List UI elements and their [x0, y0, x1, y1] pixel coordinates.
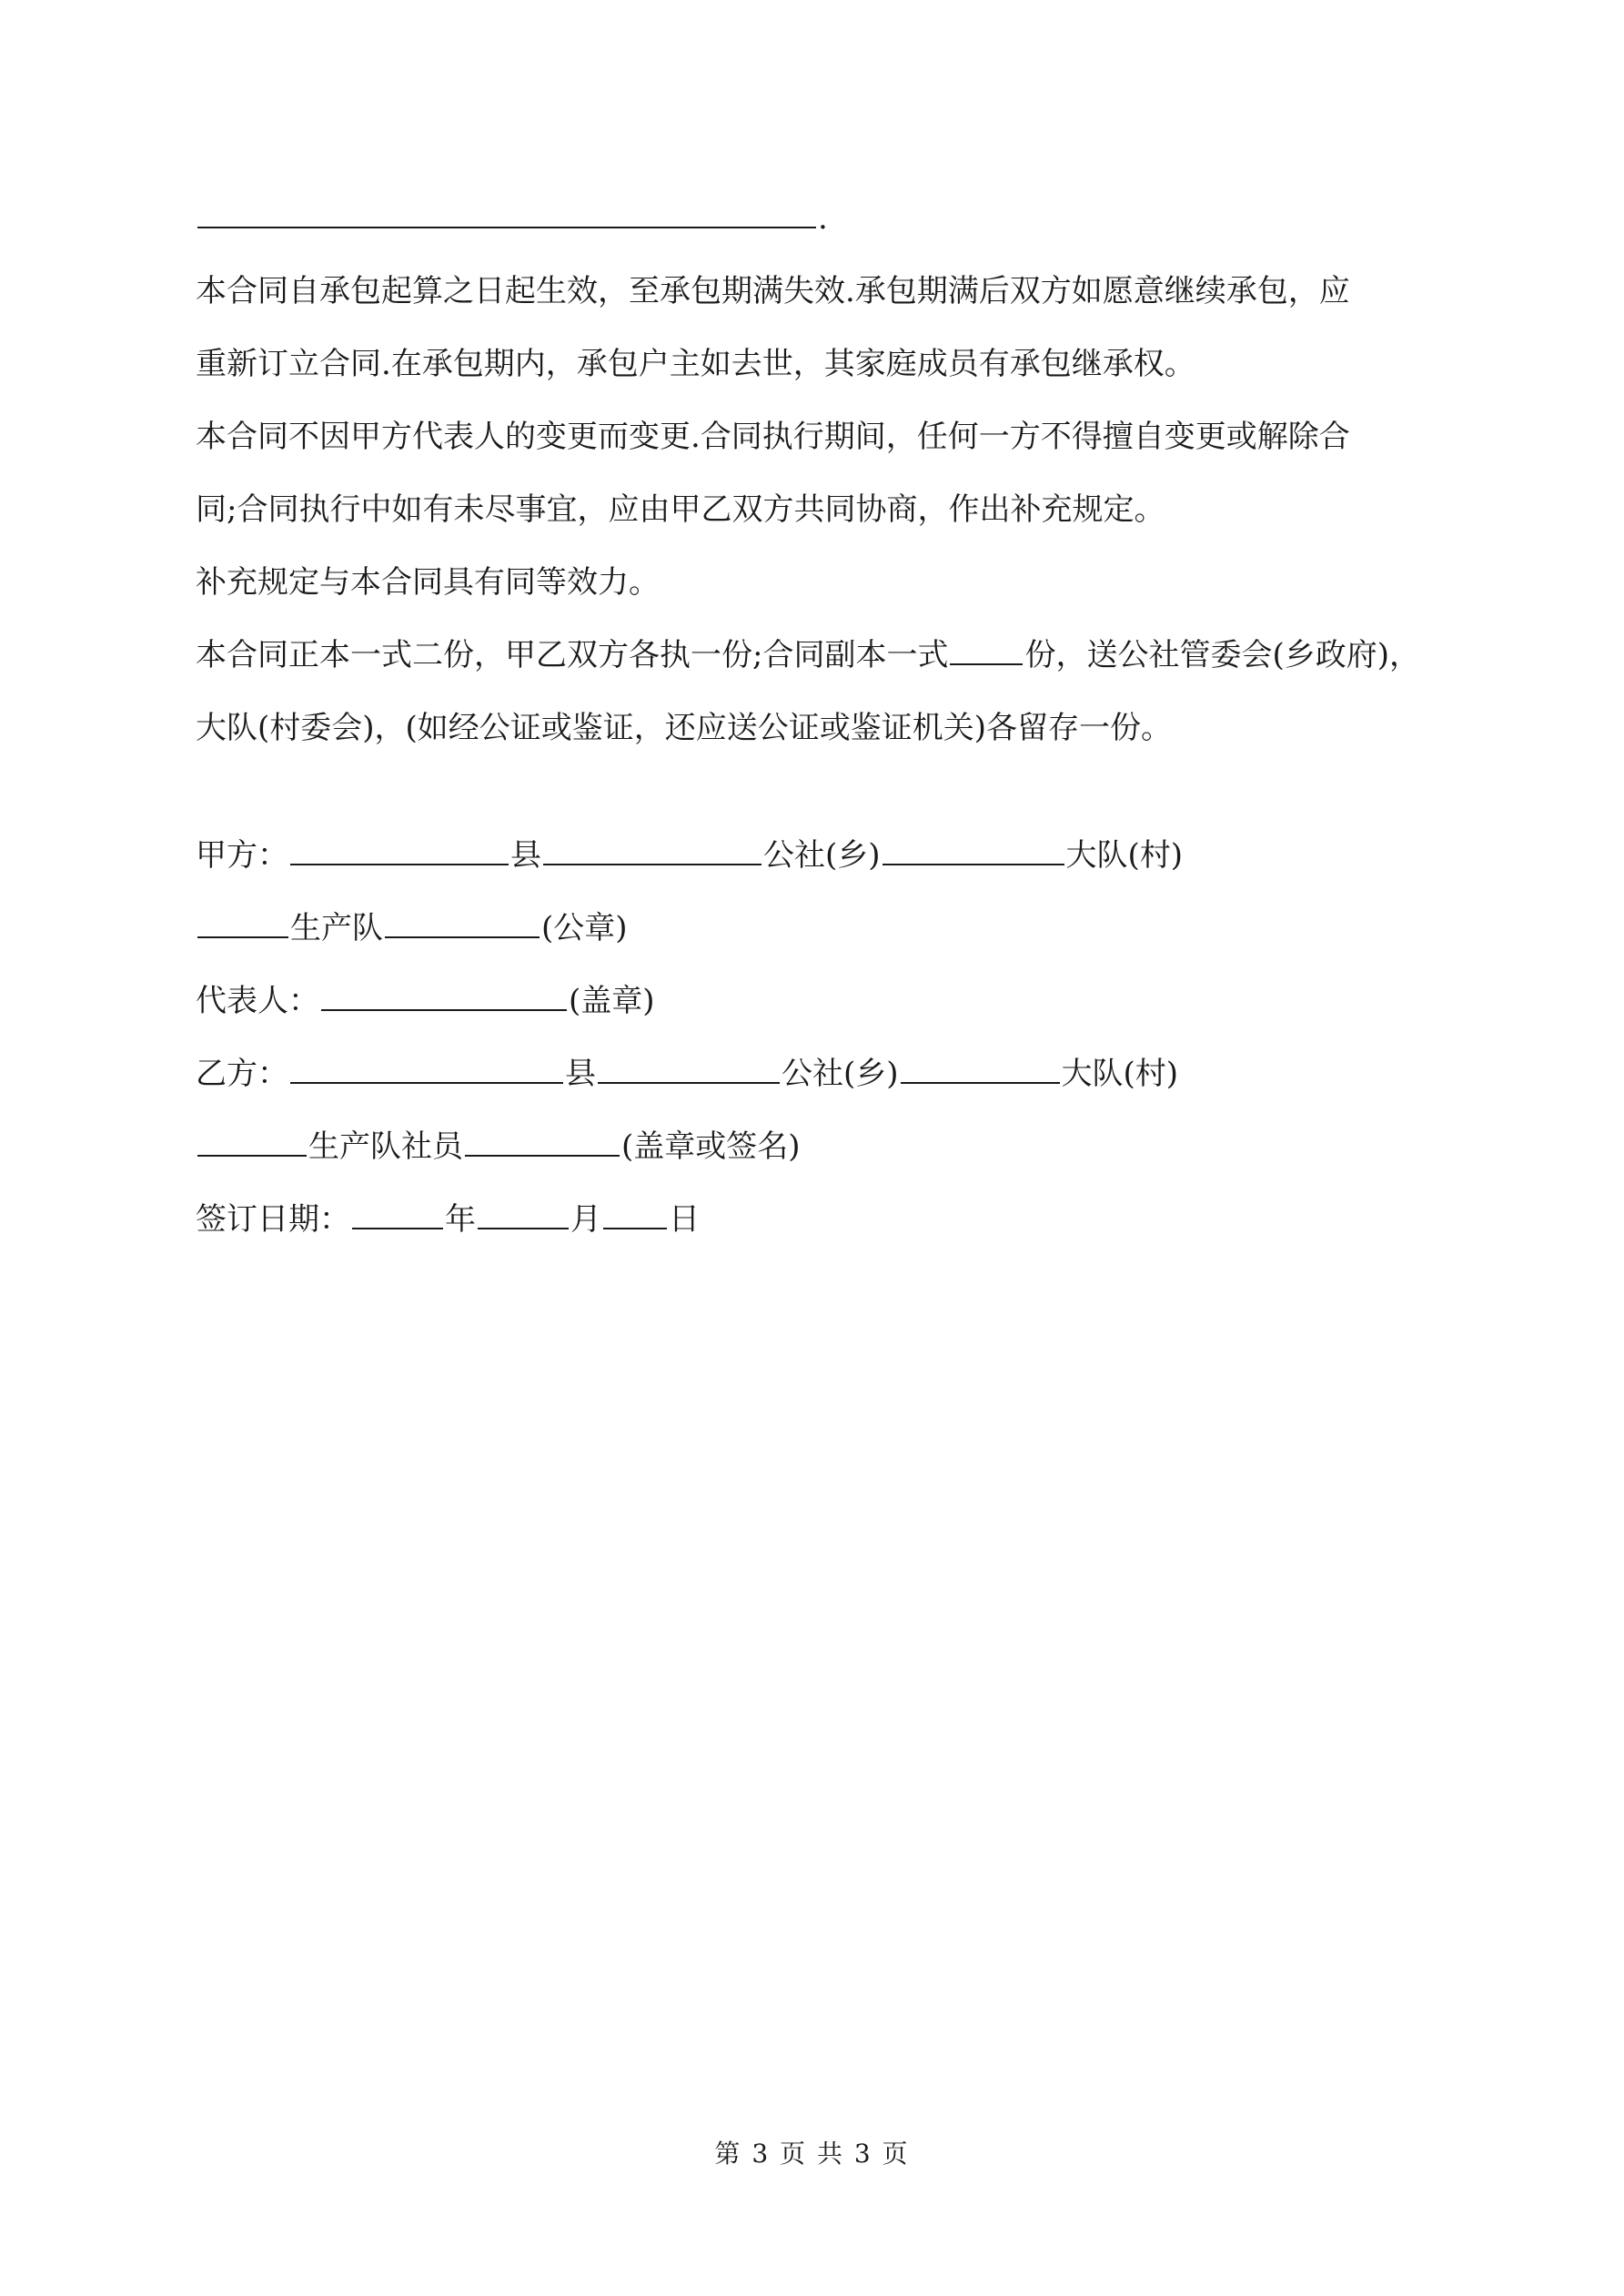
official-seal-label: (公章) [541, 910, 628, 946]
commune-label-b: 公社(乡) [782, 1056, 899, 1092]
representative-label: 代表人： [196, 983, 319, 1019]
brigade-blank [883, 827, 1064, 865]
party-b-line [196, 1037, 1442, 1110]
day-label: 日 [669, 1201, 700, 1238]
brigade-label-b: 大队(村) [1061, 1056, 1179, 1092]
date-label: 签订日期： [196, 1201, 350, 1238]
page-footer: 第 3 页 共 3 页 [714, 2139, 910, 2169]
sign-date-line [196, 1183, 1442, 1256]
county-label-b: 县 [565, 1056, 596, 1092]
party-a-line [196, 819, 1442, 892]
representative-blank [321, 973, 567, 1011]
month-label: 月 [570, 1201, 601, 1238]
team-blank-b [197, 1118, 307, 1157]
county-blank [290, 827, 509, 865]
year-label: 年 [445, 1201, 476, 1238]
day-blank [603, 1191, 667, 1229]
copies-text-b: 份，送公社管委会(乡政府)， [1024, 637, 1420, 673]
brigade-blank-b [901, 1046, 1060, 1084]
month-blank [478, 1191, 569, 1229]
paragraph-supplement: 补充规定与本合同具有同等效力。 [196, 564, 660, 601]
period: . [818, 200, 828, 237]
copies-count-blank [950, 627, 1023, 665]
paragraph-change-line1: 本合同不因甲方代表人的变更而变更.合同执行期间，任何一方不得擅自变更或解除合 [196, 419, 1350, 455]
brigade-label: 大队(村) [1065, 837, 1184, 874]
paragraph-tail-line [196, 182, 1442, 255]
team-blank [197, 900, 288, 938]
spacer [196, 764, 1442, 819]
representative-line [196, 965, 1442, 1037]
county-label: 县 [510, 837, 541, 874]
team-member-label: 生产队社员 [308, 1128, 463, 1165]
county-blank-b [290, 1046, 563, 1084]
team-label: 生产队 [290, 910, 383, 946]
party-b-team-line [196, 1110, 1442, 1183]
paragraph-change-line2: 同;合同执行中如有未尽事宜，应由甲乙双方共同协商，作出补充规定。 [196, 491, 1165, 528]
party-a-team-line [196, 892, 1442, 965]
blank-line [197, 190, 816, 228]
seal-label: (盖章) [569, 983, 655, 1019]
seal-or-sign-label: (盖章或签名) [621, 1128, 801, 1165]
commune-label: 公社(乡) [763, 837, 881, 874]
party-a-label: 甲方： [196, 837, 288, 874]
copies-text-a: 本合同正本一式二份，甲乙双方各执一份;合同副本一式 [196, 637, 949, 673]
commune-blank [543, 827, 762, 865]
team-name-blank [385, 900, 540, 938]
paragraph-effective-line2: 重新订立合同.在承包期内，承包户主如去世，其家庭成员有承包继承权。 [196, 346, 1195, 382]
member-name-blank [465, 1118, 620, 1157]
paragraph-copies-line2: 大队(村委会)，(如经公证或鉴证，还应送公证或鉴证机关)各留存一份。 [196, 710, 1173, 746]
party-b-label: 乙方： [196, 1056, 288, 1092]
year-blank [352, 1191, 443, 1229]
contract-body [196, 182, 1442, 1256]
paragraph-copies-line1 [196, 619, 1442, 692]
paragraph-effective-line1: 本合同自承包起算之日起生效，至承包期满失效.承包期满后双方如愿意继续承包，应 [196, 273, 1350, 309]
commune-blank-b [598, 1046, 780, 1084]
